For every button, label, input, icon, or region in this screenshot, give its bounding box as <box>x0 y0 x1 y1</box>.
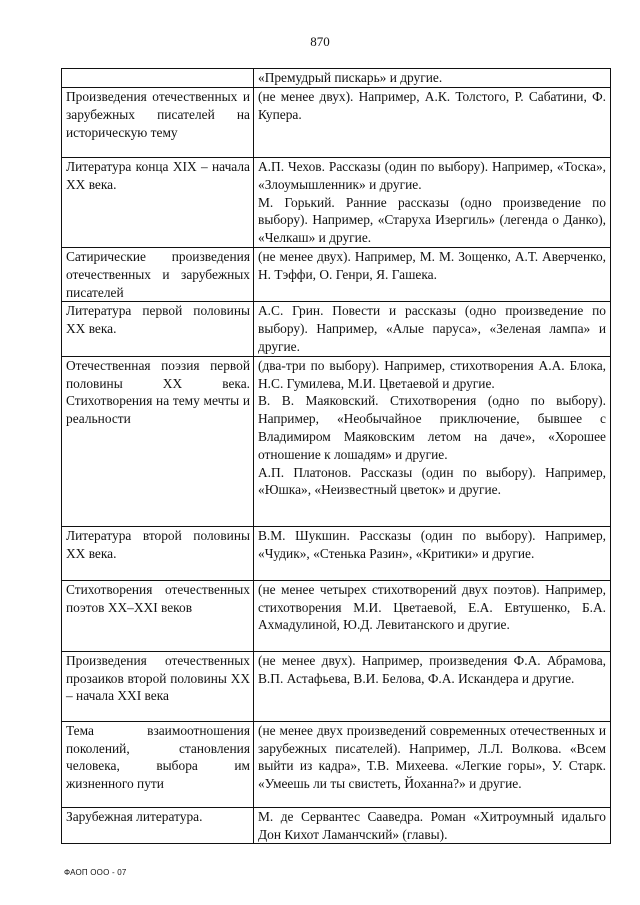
topic-cell: Литература второй половины XX века. <box>62 526 254 580</box>
content-cell <box>254 302 611 356</box>
content-paragraph: В.М. Шукшин. Рассказы (один по выбору). Например, «Чудик», «Стенька Разин», «Критики» и другие. <box>258 527 606 561</box>
table-row <box>62 526 611 580</box>
content-paragraph: М. де Сервантес Сааведра. Роман «Хитроумный идальго Дон Кихот Ламанчский» (главы). <box>258 808 606 842</box>
content-cell <box>254 88 611 158</box>
topic-cell: Тема взаимоотношения поколений, становления человека, выбора им жизненного пути <box>62 721 254 807</box>
table-row <box>62 69 611 88</box>
table-row <box>62 302 611 356</box>
topic-cell: Произведения отечественных прозаиков второй половины XX – начала XXI века <box>62 651 254 721</box>
page-number: 870 <box>310 34 330 49</box>
topic-cell: Стихотворения отечественных поэтов XX–XXI веков <box>62 580 254 651</box>
topic-cell: Сатирические произведения отечественных и зарубежных писателей <box>62 247 254 301</box>
footer-document-code: ФАОП ООО - 07 <box>64 868 127 877</box>
content-paragraph: (не менее двух). Например, А.К. Толстого, Р. Сабатини, Ф. Купера. <box>258 89 606 122</box>
content-cell <box>254 721 611 807</box>
topic-cell <box>62 69 254 88</box>
table-row <box>62 247 611 301</box>
content-cell <box>254 526 611 580</box>
topic-cell: Произведения отечественных и зарубежных писателей на историческую тему <box>62 88 254 158</box>
content-paragraph: (не менее двух). Например, М. М. Зощенко, А.Т. Аверченко, Н. Тэффи, О. Генри, Я. Гашека. <box>258 248 606 282</box>
content-paragraph: «Премудрый пискарь» и другие. <box>258 70 443 85</box>
table-row <box>62 807 611 844</box>
content-paragraph: А.С. Грин. Повести и рассказы (одно произведение по выбору). Например, «Алые паруса», «Зеленая лампа» и другие. <box>258 303 606 354</box>
content-cell <box>254 651 611 721</box>
table-row <box>62 651 611 721</box>
topic-cell: Отечественная поэзия первой половины XX века. Стихотворения на тему мечты и реальности <box>62 356 254 526</box>
table-row <box>62 356 611 526</box>
content-paragraph: В. В. Маяковский. Стихотворения (одно по выбору). Например, «Необычайное приключение, бывшее с Владимиром Маяковским летом на даче», «Хорошее отношение к лошадям» и другие. <box>258 393 606 462</box>
table-row <box>62 158 611 248</box>
content-cell <box>254 69 611 88</box>
content-paragraph: А.П. Платонов. Рассказы (один по выбору). Например, «Юшка», «Неизвестный цветок» и другие. <box>258 464 606 498</box>
content-cell <box>254 580 611 651</box>
table-row <box>62 721 611 807</box>
table-row <box>62 580 611 651</box>
content-cell <box>254 807 611 844</box>
content-paragraph: (не менее четырех стихотворений двух поэтов). Например, стихотворения М.И. Цветаевой, Е.А. Евтушенко, Б.А. Ахмадулиной, Ю.Д. Левитанского и другие. <box>258 581 606 633</box>
topic-cell: Литература первой половины XX века. <box>62 302 254 356</box>
content-paragraph: (два-три по выбору). Например, стихотворения А.А. Блока, Н.С. Гумилева, М.И. Цветаевой и другие. <box>258 357 606 391</box>
content-paragraph: (не менее двух произведений современных отечественных и зарубежных писателей). Например, Л.Л. Волкова. «Всем выйти из кадра», Т.В. Михеева. «Легкие горы», У. Старк. «Умеешь ли ты свистеть, Йоханна?» и другие. <box>258 722 606 792</box>
topic-cell: Зарубежная литература. <box>62 807 254 844</box>
content-cell <box>254 158 611 248</box>
literature-table <box>61 68 611 844</box>
content-paragraph: (не менее двух). Например, произведения Ф.А. Абрамова, В.П. Астафьева, В.И. Белова, Ф.А. Искандера и другие. <box>258 652 606 686</box>
content-cell <box>254 356 611 526</box>
table-row <box>62 88 611 158</box>
content-paragraph: М. Горький. Ранние рассказы (одно произведение по выбору). Например, «Старуха Изергиль» (легенда о Данко), «Челкаш» и другие. <box>258 194 606 246</box>
content-paragraph: А.П. Чехов. Рассказы (один по выбору). Например, «Тоска», «Злоумышленник» и другие. <box>258 159 606 192</box>
content-cell <box>254 247 611 301</box>
topic-cell: Литература конца XIX – начала XX века. <box>62 158 254 248</box>
